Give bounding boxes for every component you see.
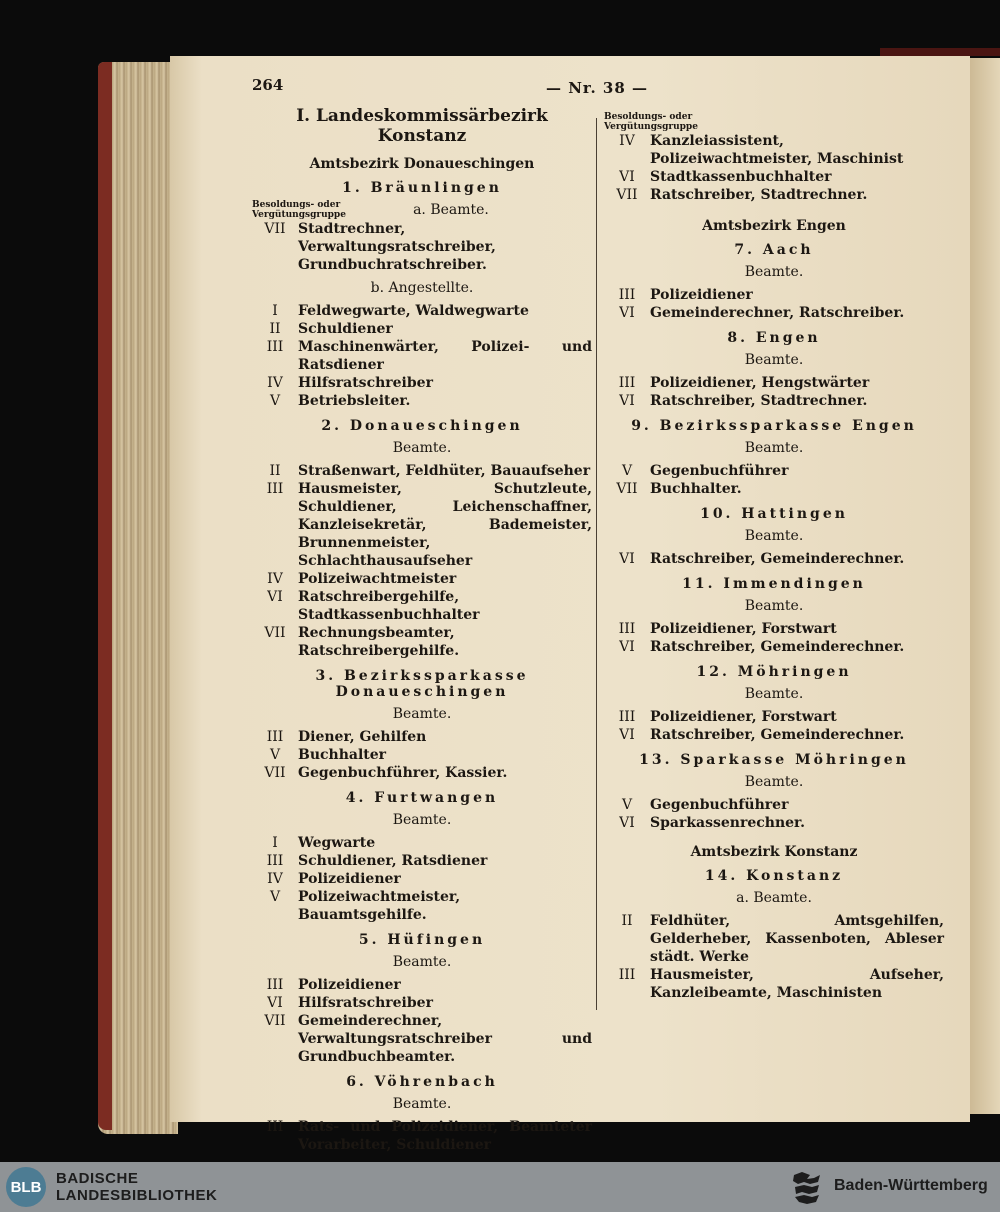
amtsbezirk-heading: Amtsbezirk Donaueschingen bbox=[309, 156, 535, 172]
pay-group: I bbox=[272, 303, 278, 319]
job-titles: Polizeidiener, Forstwart bbox=[650, 709, 837, 725]
pay-group: III bbox=[618, 287, 636, 303]
job-titles: Polizeidiener bbox=[298, 871, 401, 887]
job-titles: Gegenbuchführer bbox=[650, 797, 789, 813]
section-heading: 3. Bezirkssparkasse Donaueschingen bbox=[315, 668, 529, 700]
section-heading: 13. Sparkasse Möhringen bbox=[639, 752, 909, 768]
pay-group: III bbox=[618, 967, 636, 983]
subsection-heading: Beamte. bbox=[392, 812, 452, 828]
entry-list bbox=[252, 976, 592, 1066]
entry-row bbox=[252, 888, 592, 924]
pay-group: III bbox=[266, 1119, 284, 1135]
job-titles: Polizeidiener, Forstwart bbox=[650, 621, 837, 637]
pay-group: VII bbox=[264, 1013, 286, 1029]
entry-row bbox=[604, 304, 944, 322]
entry-row bbox=[252, 746, 592, 764]
subsection-heading: b. Angestellte. bbox=[370, 280, 474, 296]
pay-group: VI bbox=[619, 305, 635, 321]
entry-list bbox=[604, 286, 944, 322]
subsection-heading: Beamte. bbox=[744, 352, 804, 368]
entry-list bbox=[604, 796, 944, 832]
job-titles: Polizeidiener bbox=[650, 287, 753, 303]
entry-list bbox=[604, 620, 944, 656]
blb-logo[interactable]: BLB bbox=[6, 1167, 46, 1207]
job-titles: Ratschreiber, Stadtrechner. bbox=[650, 187, 868, 203]
job-titles: Gemeinderechner, Ratschreiber. bbox=[650, 305, 905, 321]
section-heading: 12. Möhringen bbox=[696, 664, 852, 680]
subsection-heading: Beamte. bbox=[744, 598, 804, 614]
job-titles: Gegenbuchführer bbox=[650, 463, 789, 479]
entry-row bbox=[604, 186, 944, 204]
pay-group: III bbox=[266, 853, 284, 869]
job-titles: Ratschreiber, Stadtrechner. bbox=[650, 393, 868, 409]
pay-group: IV bbox=[267, 375, 283, 391]
job-titles: Buchhalter. bbox=[650, 481, 742, 497]
entry-row bbox=[252, 624, 592, 660]
entry-row bbox=[252, 834, 592, 852]
binding-edge bbox=[880, 48, 1000, 56]
job-titles: Ratschreiber, Gemeinderechner. bbox=[650, 551, 905, 567]
entry-list bbox=[252, 302, 592, 410]
job-titles: Hausmeister, Schutzleute, Schuldiener, Leichenschaffner, Kanzleisekretär, Bademeister, Brunnenmeister, Schlachthausaufseher bbox=[298, 481, 592, 569]
entry-row bbox=[604, 132, 944, 168]
section-heading: 10. Hattingen bbox=[700, 506, 848, 522]
section-heading: 5. Hüfingen bbox=[358, 932, 486, 948]
job-titles: Sparkassenrechner. bbox=[650, 815, 806, 831]
subsection-heading: Beamte. bbox=[392, 1096, 452, 1112]
job-titles: Stadtrechner, Verwaltungsratschreiber, Grundbuchratschreiber. bbox=[298, 221, 496, 273]
pay-group: VI bbox=[619, 639, 635, 655]
library-name[interactable]: BADISCHE LANDESBIBLIOTHEK bbox=[56, 1170, 218, 1204]
pay-group: VI bbox=[619, 551, 635, 567]
pay-group: V bbox=[269, 889, 281, 905]
entry-list bbox=[604, 374, 944, 410]
job-titles: Hausmeister, Aufseher, Kanzleibeamte, Maschinisten bbox=[650, 967, 944, 1001]
pay-group: II bbox=[621, 913, 633, 929]
column-divider bbox=[596, 118, 597, 1010]
job-titles: Buchhalter bbox=[298, 747, 387, 763]
pay-group: VI bbox=[267, 589, 283, 605]
subsection-heading: a. Beamte. bbox=[736, 890, 812, 906]
pay-group: IV bbox=[267, 571, 283, 587]
subsection-heading: Beamte. bbox=[744, 264, 804, 280]
subsection-heading: Beamte. bbox=[392, 706, 452, 722]
entry-row bbox=[604, 796, 944, 814]
entry-row bbox=[604, 286, 944, 304]
entry-row bbox=[252, 852, 592, 870]
entry-row bbox=[604, 550, 944, 568]
entry-row bbox=[252, 1118, 592, 1154]
pay-group: V bbox=[269, 747, 281, 763]
job-titles: Ratschreibergehilfe, Stadtkassenbuchhalter bbox=[298, 589, 480, 623]
job-titles: Feldwegwarte, Waldwegwarte bbox=[298, 303, 529, 319]
pay-group: V bbox=[621, 797, 633, 813]
job-titles: Polizeiwachtmeister bbox=[298, 571, 457, 587]
entry-list bbox=[604, 708, 944, 744]
left-column bbox=[252, 104, 592, 1154]
entry-row bbox=[252, 994, 592, 1012]
entry-row bbox=[604, 726, 944, 744]
job-titles: Gemeinderechner, Verwaltungsratschreiber und Grundbuchbeamter. bbox=[298, 1013, 592, 1065]
section-heading: 11. Immendingen bbox=[682, 576, 866, 592]
entry-row bbox=[604, 814, 944, 832]
job-titles: Polizeiwachtmeister, Bauamtsgehilfe. bbox=[298, 889, 461, 923]
right-column bbox=[604, 114, 944, 1002]
subsection-heading: Beamte. bbox=[392, 954, 452, 970]
pay-group: VI bbox=[619, 169, 635, 185]
pay-group: VI bbox=[619, 815, 635, 831]
section-heading: 14. Konstanz bbox=[704, 868, 844, 884]
entry-list bbox=[604, 550, 944, 568]
entry-row bbox=[252, 462, 592, 480]
entry-row bbox=[604, 638, 944, 656]
entry-row bbox=[252, 320, 592, 338]
section-heading: 1. Bräunlingen bbox=[342, 180, 502, 196]
entry-list bbox=[604, 462, 944, 498]
entry-row bbox=[252, 976, 592, 994]
section-heading: 9. Bezirkssparkasse Engen bbox=[631, 418, 917, 434]
job-titles: Maschinenwärter, Polizei- und Ratsdiener bbox=[298, 339, 592, 373]
pay-group: III bbox=[266, 977, 284, 993]
facing-page-edge bbox=[968, 58, 1000, 1114]
group-header-row bbox=[252, 200, 592, 220]
job-titles: Schuldiener bbox=[298, 321, 393, 337]
entry-row bbox=[252, 870, 592, 888]
pay-group: III bbox=[618, 709, 636, 725]
entry-list bbox=[252, 462, 592, 660]
pay-group: III bbox=[266, 339, 284, 355]
job-titles: Rechnungsbeamter, Ratschreibergehilfe. bbox=[298, 625, 460, 659]
pay-group: III bbox=[618, 375, 636, 391]
entry-row bbox=[604, 480, 944, 498]
state-name[interactable]: Baden-Württemberg bbox=[834, 1177, 988, 1194]
entry-row bbox=[252, 764, 592, 782]
section-heading: 7. Aach bbox=[734, 242, 814, 258]
entry-row bbox=[604, 392, 944, 410]
job-titles: Diener, Gehilfen bbox=[298, 729, 427, 745]
entry-row bbox=[252, 728, 592, 746]
district-title: I. Landeskommissärbezirk Konstanz bbox=[296, 106, 548, 146]
entry-list bbox=[252, 220, 592, 274]
entry-row bbox=[604, 966, 944, 1002]
viewer-footer bbox=[0, 1162, 1000, 1212]
entry-list bbox=[604, 132, 944, 204]
pay-group: III bbox=[618, 621, 636, 637]
section-heading: 6. Vöhrenbach bbox=[346, 1074, 498, 1090]
entry-row bbox=[604, 708, 944, 726]
job-titles: Polizeidiener bbox=[298, 977, 401, 993]
job-titles: Ratschreiber, Gemeinderechner. bbox=[650, 639, 905, 655]
group-column-header: Besoldungs- oder Vergütungsgruppe bbox=[252, 200, 346, 220]
pay-group: III bbox=[266, 729, 284, 745]
entry-row bbox=[252, 392, 592, 410]
pay-group: VII bbox=[264, 221, 286, 237]
entry-row bbox=[604, 912, 944, 966]
page-number: 264 bbox=[252, 76, 284, 94]
issue-number: — Nr. 38 — bbox=[546, 79, 648, 97]
entry-list bbox=[252, 1118, 592, 1154]
entry-row bbox=[252, 302, 592, 320]
amtsbezirk-heading: Amtsbezirk Konstanz bbox=[690, 844, 858, 860]
pay-group: VII bbox=[616, 187, 638, 203]
job-titles: Rats- und Polizeidiener, Beamteter Vorarbeiter, Schuldiener bbox=[298, 1119, 592, 1153]
pay-group: VII bbox=[264, 625, 286, 641]
subsection-heading: a. Beamte. bbox=[413, 202, 489, 218]
entry-row bbox=[252, 588, 592, 624]
amtsbezirk-heading: Amtsbezirk Engen bbox=[702, 218, 846, 234]
job-titles: Hilfsratschreiber bbox=[298, 995, 433, 1011]
section-heading: 8. Engen bbox=[727, 330, 821, 346]
subsection-heading: Beamte. bbox=[744, 774, 804, 790]
job-titles: Ratschreiber, Gemeinderechner. bbox=[650, 727, 905, 743]
job-titles: Feldhüter, Amtsgehilfen, Gelderheber, Kassenboten, Ableser städt. Werke bbox=[650, 913, 944, 965]
pay-group: II bbox=[269, 321, 281, 337]
job-titles: Polizeidiener, Hengstwärter bbox=[650, 375, 870, 391]
pay-group: VI bbox=[619, 393, 635, 409]
pay-group: I bbox=[272, 835, 278, 851]
job-titles: Gegenbuchführer, Kassier. bbox=[298, 765, 508, 781]
entry-row bbox=[252, 1012, 592, 1066]
job-titles: Schuldiener, Ratsdiener bbox=[298, 853, 488, 869]
entry-row bbox=[604, 620, 944, 638]
pay-group: V bbox=[269, 393, 281, 409]
stag-lion-shield-icon[interactable] bbox=[790, 1169, 824, 1205]
entry-list bbox=[252, 834, 592, 924]
entry-list bbox=[252, 728, 592, 782]
job-titles: Straßenwart, Feldhüter, Bauaufseher bbox=[298, 463, 591, 479]
entry-row bbox=[252, 570, 592, 588]
entry-list bbox=[604, 912, 944, 1002]
pay-group: IV bbox=[619, 133, 635, 149]
entry-row bbox=[252, 480, 592, 570]
job-titles: Hilfsratschreiber bbox=[298, 375, 433, 391]
pay-group: V bbox=[621, 463, 633, 479]
subsection-heading: Beamte. bbox=[744, 528, 804, 544]
subsection-heading: Beamte. bbox=[744, 440, 804, 456]
entry-row bbox=[252, 338, 592, 374]
section-heading: 4. Furtwangen bbox=[345, 790, 499, 806]
book-cover-edge bbox=[98, 62, 112, 1130]
pay-group: VII bbox=[616, 481, 638, 497]
pay-group: VII bbox=[264, 765, 286, 781]
entry-row bbox=[252, 374, 592, 392]
job-titles: Betriebsleiter. bbox=[298, 393, 411, 409]
subsection-heading: Beamte. bbox=[392, 440, 452, 456]
entry-row bbox=[604, 168, 944, 186]
pay-group: III bbox=[266, 481, 284, 497]
subsection-heading: Beamte. bbox=[744, 686, 804, 702]
job-titles: Stadtkassenbuchhalter bbox=[650, 169, 832, 185]
entry-row bbox=[604, 374, 944, 392]
pay-group: IV bbox=[267, 871, 283, 887]
pay-group: II bbox=[269, 463, 281, 479]
job-titles: Wegwarte bbox=[298, 835, 376, 851]
section-heading: 2. Donaueschingen bbox=[321, 418, 523, 434]
entry-row bbox=[252, 220, 592, 274]
pay-group: VI bbox=[267, 995, 283, 1011]
group-column-header: Besoldungs- oder Vergütungsgruppe bbox=[604, 112, 698, 132]
pay-group: VI bbox=[619, 727, 635, 743]
job-titles: Kanzleiassistent, Polizeiwachtmeister, Maschinist bbox=[650, 133, 904, 167]
entry-row bbox=[604, 462, 944, 480]
